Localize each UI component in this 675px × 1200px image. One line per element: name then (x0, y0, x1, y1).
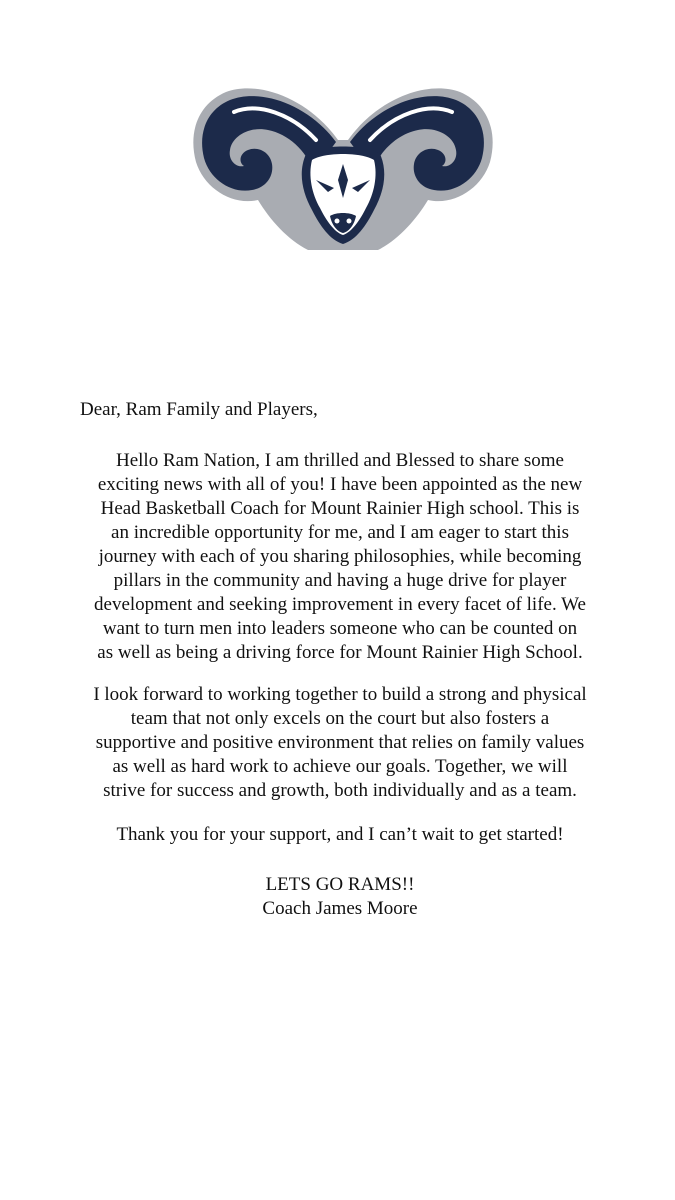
paragraph-line: Head Basketball Coach for Mount Rainier High school. This is (100, 498, 580, 519)
paragraph-line: as well as being a driving force for Mount Rainier High School. (97, 642, 583, 663)
thank-you-line (40, 823, 640, 847)
paragraph-line: want to turn men into leaders someone who can be counted on (102, 618, 578, 639)
paragraph-line: pillars in the community and having a huge drive for player (113, 570, 567, 591)
paragraph-line: team that not only excels on the court but also fosters a (130, 708, 550, 729)
paragraph-line: an incredible opportunity for me, and I am eager to start this (111, 522, 569, 543)
ram-head-logo (188, 80, 498, 252)
paragraph-line: strive for success and growth, both individually and as a team. (103, 780, 577, 801)
paragraph-line: journey with each of you sharing philosophies, while becoming (98, 546, 582, 567)
paragraph-line: I look forward to working together to build a strong and physical (93, 684, 587, 705)
paragraph-vision (40, 683, 640, 803)
closing-block (40, 873, 640, 921)
paragraph-line: supportive and positive environment that relies on family values (95, 732, 585, 753)
paragraph-line: exciting news with all of you! I have been appointed as the new (97, 474, 583, 495)
salutation: Dear, Ram Family and Players, (80, 399, 318, 420)
signature: Coach James Moore (262, 898, 418, 919)
paragraph-line: as well as hard work to achieve our goals. Together, we will (112, 756, 568, 777)
slogan: LETS GO RAMS!! (265, 874, 415, 895)
thank-you-text: Thank you for your support, and I can’t wait to get started! (116, 824, 564, 845)
paragraph-line: Hello Ram Nation, I am thrilled and Blessed to share some (116, 450, 564, 471)
paragraph-line: development and seeking improvement in every facet of life. We (94, 594, 586, 615)
paragraph-announcement (40, 449, 640, 665)
